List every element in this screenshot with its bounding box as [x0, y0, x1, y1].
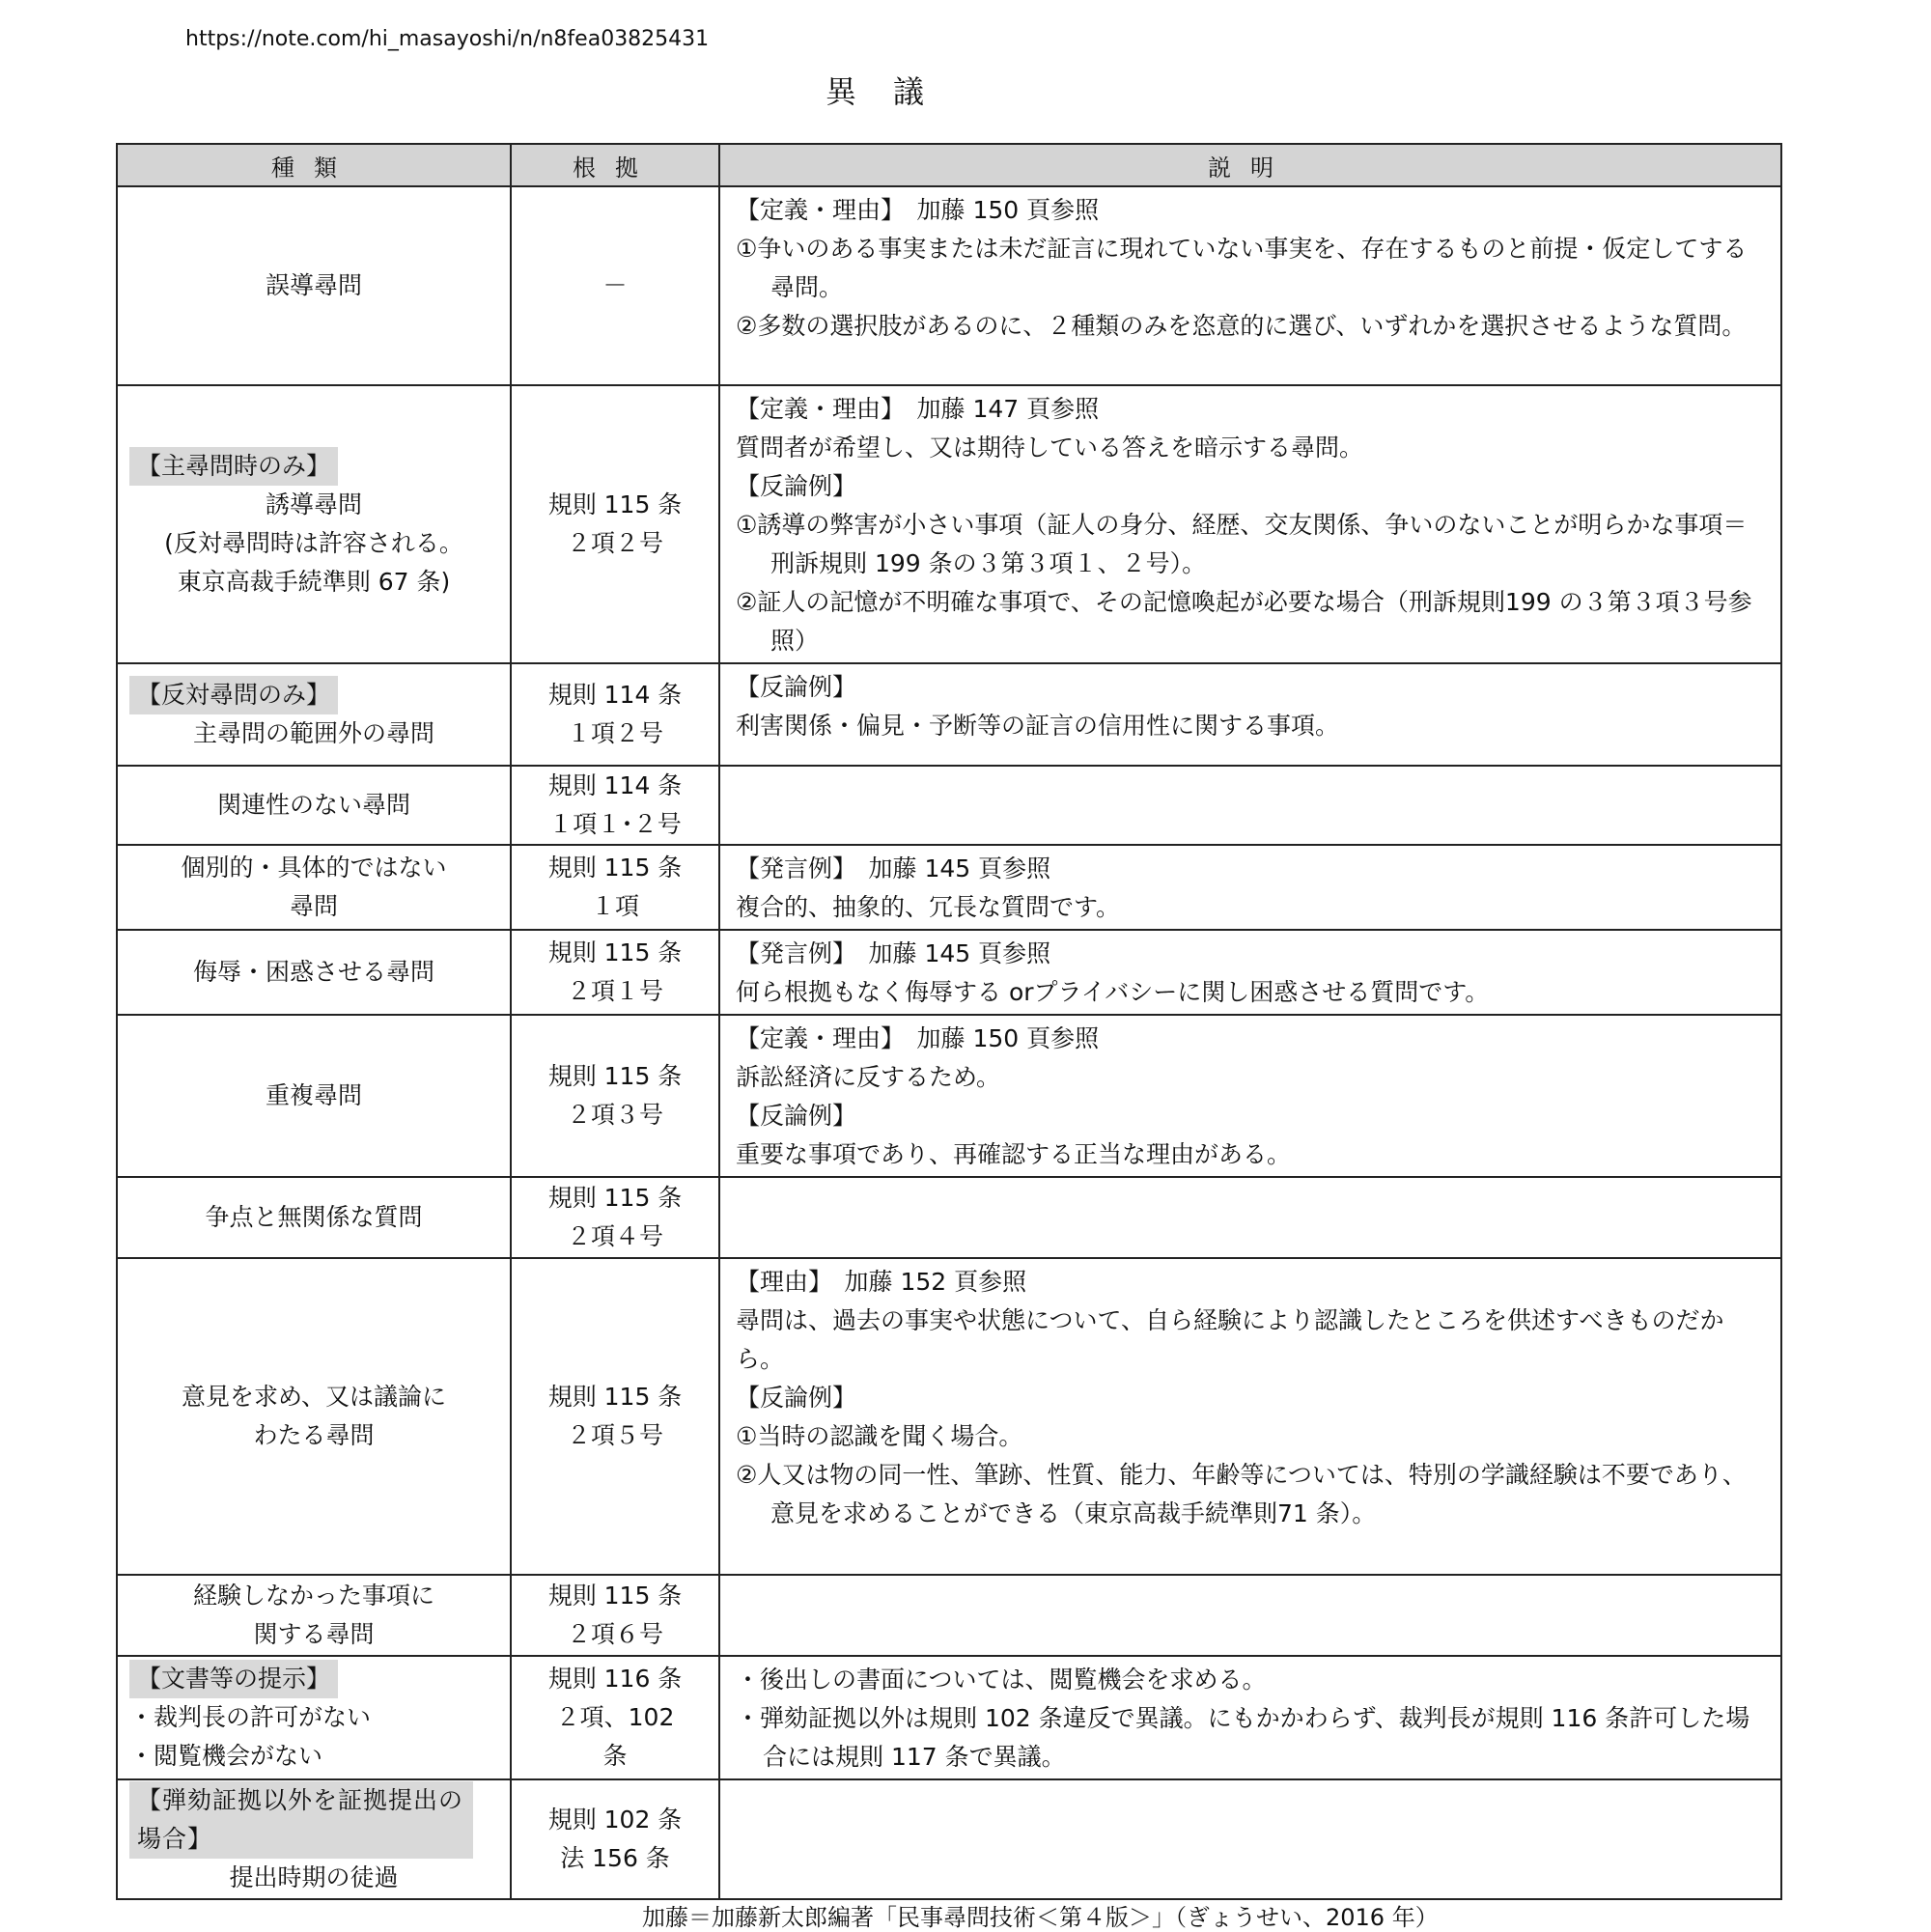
objection-type-cell — [117, 930, 511, 1015]
legal-basis-text: 規則 115 条 — [547, 1582, 683, 1610]
condition-tag: 【反対尋問のみ】 — [129, 676, 338, 714]
legal-basis-text: 規則 114 条 — [547, 771, 683, 799]
objection-type-text: 提出時期の徒過 — [229, 1863, 399, 1891]
table-row — [117, 186, 1781, 385]
legal-basis-cell — [511, 1779, 719, 1899]
objections-table — [116, 143, 1782, 1900]
objection-type-text: 誤導尋問 — [265, 271, 362, 299]
table-row — [117, 1177, 1781, 1258]
description-cell — [719, 1258, 1781, 1575]
objection-type-cell — [117, 1656, 511, 1779]
table-row — [117, 1258, 1781, 1575]
legal-basis-text: ２項２号 — [566, 529, 663, 557]
description-cell — [719, 1779, 1781, 1899]
legal-basis-text: ２項６号 — [566, 1620, 663, 1648]
header-basis: 根拠 — [511, 144, 719, 186]
table-header-row — [117, 144, 1781, 186]
condition-tag: 【主尋問時のみ】 — [129, 447, 338, 486]
description-text: ②証人の記憶が不明確な事項で、その記憶喚起が必要な場合（刑訴規則199 の３第３項３号参照） — [736, 588, 1752, 655]
description-cell — [719, 663, 1781, 766]
source-url[interactable]: https://note.com/hi_masayoshi/n/n8fea03825431 — [185, 27, 710, 51]
description-cell — [719, 1656, 1781, 1779]
description-text: 【定義・理由】 加藤 150 頁参照 — [736, 1024, 1100, 1052]
description-text: 訴訟経済に反するため。 — [736, 1063, 1001, 1091]
legal-basis-text: １項２号 — [566, 719, 663, 747]
description-text: ・後出しの書面については、閲覧機会を求める。 — [736, 1666, 1267, 1694]
table-row — [117, 930, 1781, 1015]
legal-basis-text: － — [602, 271, 628, 299]
condition-tag: 【弾劾証拠以外を証拠提出の場合】 — [129, 1781, 473, 1859]
header-kind: 種類 — [117, 144, 511, 186]
legal-basis-cell — [511, 766, 719, 845]
legal-basis-text: ２項４号 — [566, 1222, 663, 1250]
description-text: 【反論例】 — [736, 472, 857, 500]
description-text: ・弾劾証拠以外は規則 102 条違反で異議。にもかかわらず、裁判長が規則 116 条許可した場合には規則 117 条で異議。 — [736, 1704, 1750, 1771]
table-row — [117, 1575, 1781, 1656]
objection-type-text: 重複尋問 — [265, 1081, 362, 1109]
objection-type-cell — [117, 663, 511, 766]
table-row — [117, 1779, 1781, 1899]
description-text: 何ら根拠もなく侮辱する orプライバシーに関し困惑させる質問です。 — [736, 978, 1490, 1006]
legal-basis-cell — [511, 385, 719, 663]
description-text: ①当時の認識を聞く場合。 — [736, 1422, 1023, 1450]
description-text: ①争いのある事実または未だ証言に現れていない事実を、存在するものと前提・仮定してする尋問。 — [736, 235, 1748, 301]
description-text: 複合的、抽象的、冗長な質問です。 — [736, 893, 1121, 921]
objection-type-cell — [117, 1575, 511, 1656]
citation-footer: 加藤＝加藤新太郎編著「民事尋問技術＜第４版＞」（ぎょうせい、2016 年） — [642, 1904, 1439, 1931]
objection-type-text: 侮辱・困惑させる尋問 — [192, 958, 434, 986]
objection-type-cell — [117, 845, 511, 930]
tag-wrap — [129, 1660, 498, 1698]
objection-type-text: わたる尋問 — [253, 1421, 375, 1449]
description-text: 【反論例】 — [736, 673, 857, 701]
legal-basis-cell — [511, 1177, 719, 1258]
table-row — [117, 385, 1781, 663]
description-cell — [719, 845, 1781, 930]
table-row — [117, 845, 1781, 930]
legal-basis-text: ２項、102 — [555, 1703, 675, 1731]
legal-basis-text: 規則 102 条 — [547, 1806, 683, 1834]
description-text: 【反論例】 — [736, 1384, 857, 1412]
legal-basis-text: 規則 115 条 — [547, 1383, 683, 1411]
description-cell — [719, 1575, 1781, 1656]
objection-type-cell — [117, 1015, 511, 1177]
description-cell — [719, 1177, 1781, 1258]
legal-basis-text: ２項３号 — [566, 1101, 663, 1129]
description-cell — [719, 930, 1781, 1015]
legal-basis-text: 条 — [602, 1742, 628, 1770]
objection-type-text: 争点と無関係な質問 — [205, 1203, 423, 1231]
description-text: 【発言例】 加藤 145 頁参照 — [736, 939, 1051, 967]
objection-type-cell — [117, 766, 511, 845]
legal-basis-cell — [511, 1258, 719, 1575]
legal-basis-cell — [511, 930, 719, 1015]
table-row — [117, 1656, 1781, 1779]
description-text: 尋問は、過去の事実や状態について、自ら経験により認識したところを供述すべきものだから。 — [736, 1306, 1724, 1373]
objection-type-text: (反対尋問時は許容される。 — [164, 529, 463, 557]
legal-basis-cell — [511, 663, 719, 766]
description-cell — [719, 766, 1781, 845]
objection-type-text: 意見を求め、又は議論に — [181, 1383, 446, 1411]
page-title: 異議 — [825, 73, 961, 110]
legal-basis-cell — [511, 845, 719, 930]
tag-wrap — [129, 1781, 498, 1859]
tag-wrap — [129, 447, 498, 486]
legal-basis-text: １項１･２号 — [548, 810, 682, 838]
objection-type-text: 東京高裁手続準則 67 条) — [177, 568, 451, 596]
description-text: 重要な事項であり、再確認する正当な理由がある。 — [736, 1140, 1292, 1168]
legal-basis-cell — [511, 1015, 719, 1177]
legal-basis-text: 法 156 条 — [560, 1844, 670, 1872]
description-cell — [719, 186, 1781, 385]
description-text: 質問者が希望し、又は期待している答えを暗示する尋問。 — [736, 434, 1364, 462]
legal-basis-text: 規則 115 条 — [547, 490, 683, 518]
objection-type-text: 誘導尋問 — [265, 490, 362, 518]
description-text: ②多数の選択肢があるのに、２種類のみを恣意的に選び、いずれかを選択させるような質問。 — [736, 312, 1747, 340]
tag-wrap — [129, 676, 498, 714]
objection-type-text: 経験しなかった事項に — [192, 1582, 434, 1610]
description-text: ②人又は物の同一性、筆跡、性質、能力、年齢等については、特別の学識経験は不要であり、意見を求めることができる（東京高裁手続準則71 条）。 — [736, 1461, 1747, 1527]
legal-basis-text: 規則 115 条 — [547, 1184, 683, 1212]
legal-basis-text: １項 — [590, 892, 639, 920]
legal-basis-cell — [511, 1656, 719, 1779]
legal-basis-text: 規則 116 条 — [547, 1665, 683, 1693]
legal-basis-cell — [511, 186, 719, 385]
legal-basis-text: ２項１号 — [566, 977, 663, 1005]
objection-type-text: ・裁判長の許可がない — [129, 1703, 372, 1731]
objection-type-cell — [117, 1177, 511, 1258]
table-row — [117, 663, 1781, 766]
header-desc: 説明 — [719, 144, 1781, 186]
objection-type-text: 主尋問の範囲外の尋問 — [192, 719, 434, 747]
description-text: ①誘導の弊害が小さい事項（証人の身分、経歴、交友関係、争いのないことが明らかな事項＝刑訴規則 199 条の３第３項１、２号）。 — [736, 511, 1748, 577]
description-text: 利害関係・偏見・予断等の証言の信用性に関する事項。 — [736, 712, 1340, 740]
objection-type-text: 個別的・具体的ではない — [181, 854, 447, 882]
legal-basis-text: 規則 114 条 — [547, 681, 683, 709]
objection-type-cell — [117, 1258, 511, 1575]
legal-basis-text: 規則 115 条 — [547, 938, 683, 966]
objection-type-text: 尋問 — [289, 892, 338, 920]
condition-tag: 【文書等の提示】 — [129, 1660, 338, 1698]
objection-type-text: ・閲覧機会がない — [129, 1742, 323, 1770]
objection-type-text: 関連性のない尋問 — [216, 791, 410, 819]
legal-basis-text: ２項５号 — [566, 1421, 663, 1449]
description-text: 【反論例】 — [736, 1102, 857, 1130]
legal-basis-cell — [511, 1575, 719, 1656]
description-text: 【定義・理由】 加藤 150 頁参照 — [736, 196, 1100, 224]
objection-type-cell — [117, 1779, 511, 1899]
table-row — [117, 766, 1781, 845]
legal-basis-text: 規則 115 条 — [547, 1062, 683, 1090]
description-cell — [719, 1015, 1781, 1177]
objection-type-text: 関する尋問 — [253, 1620, 375, 1648]
description-text: 【発言例】 加藤 145 頁参照 — [736, 854, 1051, 882]
description-text: 【定義・理由】 加藤 147 頁参照 — [736, 395, 1100, 423]
objection-type-cell — [117, 385, 511, 663]
objection-type-cell — [117, 186, 511, 385]
table-row — [117, 1015, 1781, 1177]
legal-basis-text: 規則 115 条 — [547, 854, 683, 882]
description-text: 【理由】 加藤 152 頁参照 — [736, 1268, 1027, 1296]
description-cell — [719, 385, 1781, 663]
